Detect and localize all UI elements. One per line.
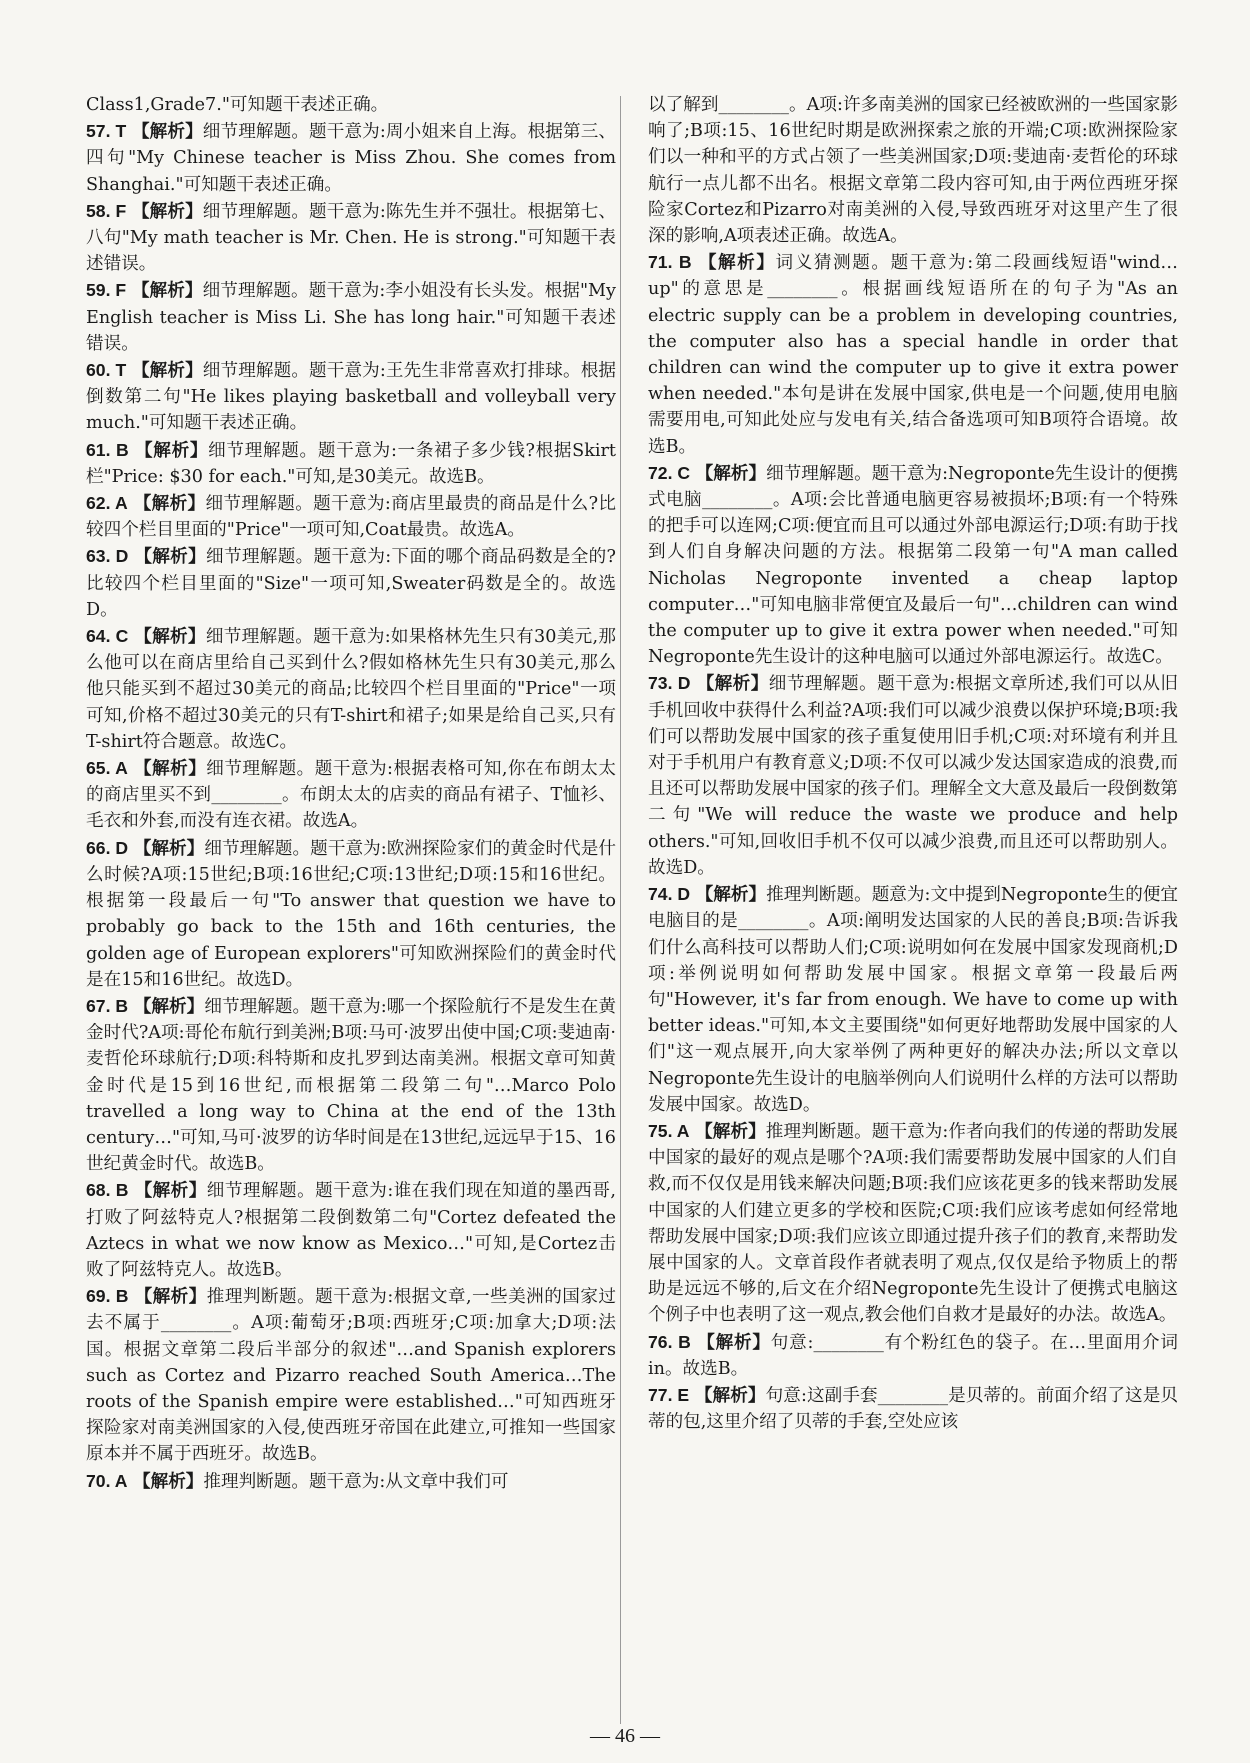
analysis-tag: 【解析】: [133, 837, 205, 859]
answer-entry: [648, 249, 1178, 460]
explanation-text: 句意:这副手套________是贝蒂的。前面介绍了这是贝蒂的包,这里介绍了贝蒂的手套,空处应该: [648, 1385, 1178, 1433]
answer-entry: [86, 1177, 616, 1283]
question-number: 61. B: [86, 439, 129, 460]
question-number: 73. D: [648, 673, 691, 694]
answer-entry: [648, 1382, 1178, 1435]
analysis-tag: 【解析】: [131, 200, 203, 222]
answer-entry: [86, 835, 616, 993]
answer-entry: [648, 881, 1178, 1118]
explanation-text: 细节理解题。题干意为:谁在我们现在知道的墨西哥,打败了阿兹特克人?根据第二段倒数第二句"Cortez defeated the Aztecs in what we now know as Mexico…"可知,是Cortez击败了阿兹特克人。故选B。: [86, 1181, 616, 1280]
analysis-tag: 【解析】: [134, 1180, 207, 1202]
answer-entry: [86, 277, 616, 357]
analysis-tag: 【解析】: [694, 1384, 766, 1406]
explanation-text: 词义猜测题。题干意为:第二段画线短语"wind…up"的意思是________。根据画线短语所在的句子为"As an electric supply can be a problem in developing countries, the computer also has a special handle in order that children can wind the computer up to give it extra power when needed."本句是讲在发展中国家,供电是一个问题,使用电脑需要用电,可知此处应与发电有关,结合备选项可知B项符合语境。故选B。: [648, 253, 1178, 457]
answer-entry: [86, 623, 616, 755]
question-number: 63. D: [86, 546, 129, 567]
analysis-tag: 【解析】: [135, 439, 209, 461]
analysis-tag: 【解析】: [131, 121, 203, 143]
analysis-tag: 【解析】: [697, 1331, 771, 1353]
explanation-text: 以了解到________。A项:许多南美洲的国家已经被欧洲的一些国家影响了;B项:15、16世纪时期是欧洲探索之旅的开端;C项:欧洲探险家们以一种和平的方式占领了一些美洲国家;D项:斐迪南·麦哲伦的环球航行一点儿都不出名。根据文章第二段内容可知,由于两位西班牙探险家Cortez和Pizarro对南美洲的入侵,导致西班牙对这里产生了很深的影响,A项表述正确。故选A。: [648, 95, 1178, 247]
explanation-text: 细节理解题。题干意为:哪一个探险航行不是发生在黄金时代?A项:哥伦布航行到美洲;B项:马可·波罗出使中国;C项:斐迪南·麦哲伦环球航行;D项:科特斯和皮扎罗到达南美洲。根据文章可知黄金时代是15到16世纪,而根据第二段第二句"…Marco Polo travelled a long way to China at the end of the 13th century…"可知,马可·波罗的访华时间是在13世纪,远远早于15、16世纪黄金时代。故选B。: [86, 996, 616, 1175]
answer-entry: [86, 543, 616, 623]
explanation-text: 细节理解题。题干意为:一条裙子多少钱?根据Skirt栏"Price: $30 for each."可知,是30美元。故选B。: [86, 440, 616, 487]
analysis-tag: 【解析】: [695, 884, 767, 906]
explanation-text: 细节理解题。题干意为:李小姐没有长头发。根据"My English teacher is Miss Li. She has long hair."可知题干表述错误。: [86, 281, 616, 354]
analysis-tag: 【解析】: [133, 1470, 204, 1492]
analysis-tag: 【解析】: [134, 626, 206, 648]
analysis-tag: 【解析】: [695, 462, 767, 484]
column-divider: [620, 96, 621, 1724]
explanation-text: Class1,Grade7."可知题干表述正确。: [86, 95, 389, 115]
answer-entry: [86, 993, 616, 1177]
explanation-text: 细节理解题。题干意为:王先生非常喜欢打排球。根据倒数第二句"He likes playing basketball and volleyball very much."可知题干表述正确。: [86, 361, 617, 434]
analysis-tag: 【解析】: [133, 758, 207, 780]
explanation-text: 细节理解题。题干意为:陈先生并不强壮。根据第七、八句"My math teacher is Mr. Chen. He is strong."可知题干表述错误。: [86, 201, 617, 275]
explanation-text: 细节理解题。题干意为:商店里最贵的商品是什么?比较四个栏目里面的"Price"一项可知,Coat最贵。故选A。: [86, 494, 616, 541]
explanation-text: 细节理解题。题干意为:周小姐来自上海。根据第三、四句"My Chinese teacher is Miss Zhou. She comes from Shanghai."可知题干表述正确。: [86, 122, 617, 195]
answer-entry: [648, 1118, 1178, 1329]
answer-entry: [86, 755, 616, 835]
explanation-text: 细节理解题。题干意为:根据表格可知,你在布朗太太的商店里买不到________。布朗太太的店卖的商品有裙子、T恤衫、毛衣和外套,而没有连衣裙。故选A。: [86, 759, 616, 832]
answer-entry: [86, 1283, 616, 1467]
question-number: 59. F: [86, 280, 127, 301]
explanation-text: 句意:________有个粉红色的袋子。在…里面用介词in。故选B。: [648, 1332, 1178, 1379]
answer-entry: [648, 670, 1178, 881]
question-number: 72. C: [648, 462, 691, 483]
answer-entry: [86, 118, 616, 198]
question-number: 60. T: [86, 360, 127, 381]
question-number: 62. A: [86, 493, 128, 514]
analysis-tag: 【解析】: [133, 493, 206, 515]
page-number: — 46 —: [590, 1725, 660, 1747]
question-number: 69. B: [86, 1286, 129, 1307]
analysis-tag: 【解析】: [695, 1120, 766, 1142]
analysis-tag: 【解析】: [134, 546, 207, 568]
explanation-text: 细节理解题。题干意为:下面的哪个商品码数是全的?比较四个栏目里面的"Size"一项可知,Sweater码数是全的。故选D。: [86, 547, 616, 620]
question-number: 58. F: [86, 200, 127, 221]
question-number: 66. D: [86, 837, 129, 858]
explanation-text: 推理判断题。题干意为:从文章中我们可: [203, 1471, 509, 1492]
question-number: 64. C: [86, 626, 129, 647]
question-number: 71. B: [648, 252, 692, 273]
question-number: 77. E: [648, 1384, 690, 1405]
analysis-tag: 【解析】: [131, 280, 203, 302]
question-number: 75. A: [648, 1120, 690, 1141]
question-number: 57. T: [86, 121, 127, 142]
answer-entry: [86, 437, 616, 490]
explanation-text: 推理判断题。题意为:文中提到Negroponte生的便宜电脑目的是________。A项:阐明发达国家的人民的善良;B项:告诉我们什么高科技可以帮助人们;C项:说明如何在发展中国家发现商机;D项:举例说明如何帮助发展中国家。根据文章第一段最后两句"However, it's far from enough. We have to come up with better ideas."可知,本文主要围绕"如何更好地帮助发展中国家的人们"这一观点展开,向大家举例了两种更好的解决办法;所以文章以Negroponte先生设计的电脑举例向人们说明什么样的方法可以帮助发展中国家。故选D。: [648, 885, 1178, 1115]
analysis-tag: 【解析】: [131, 360, 203, 382]
explanation-text: 细节理解题。题干意为:根据文章所述,我们可以从旧手机回收中获得什么利益?A项:我们可以减少浪费以保护环境;B项:我们可以帮助发展中国家的孩子重复使用旧手机;C项:对环境有利并且对于手机用户有教育意义;D项:不仅可以减少发达国家造成的浪费,而且还可以帮助发展中国家的孩子们。理解全文大意及最后一段倒数第二句"We will reduce the waste we produce and help others."可知,回收旧手机不仅可以减少浪费,而且还可以帮助别人。故选D。: [648, 674, 1178, 878]
question-number: 74. D: [648, 884, 691, 905]
answer-entry: [86, 490, 616, 543]
question-number: 70. A: [86, 1470, 128, 1491]
analysis-tag: 【解析】: [698, 252, 776, 274]
question-number: 68. B: [86, 1180, 129, 1201]
question-number: 65. A: [86, 758, 128, 779]
question-number: 67. B: [86, 995, 129, 1016]
answer-entry: [86, 357, 616, 437]
analysis-tag: 【解析】: [133, 995, 205, 1017]
answer-entry: [86, 92, 616, 118]
explanation-text: 推理判断题。题干意为:根据文章,一些美洲的国家过去不属于________。A项:葡萄牙;B项:西班牙;C项:加拿大;D项:法国。根据文章第二段后半部分的叙述"…and Spanish explorers such as Cortez and Pizarro reached South America…The roots of the Spanish empire were established…"可知西班牙探险家对南美洲国家的入侵,使西班牙帝国在此建立,可推知一些国家原本并不属于西班牙。故选B。: [86, 1287, 616, 1465]
answer-entry: [648, 460, 1178, 671]
explanation-text: 推理判断题。题干意为:作者向我们的传递的帮助发展中国家的最好的观点是哪个?A项:我们需要帮助发展中国家的人们自救,而不仅仅是用钱来解决问题;B项:我们应该花更多的钱来帮助发展中国家的人们建立更多的学校和医院;C项:我们应该考虑如何经常地帮助发展中国家;D项:我们应该立即通过提升孩子们的教育,来帮助发展中国家的人。文章首段作者就表明了观点,仅仅是给予物质上的帮助是远远不够的,后文在介绍Negroponte先生设计了便携式电脑这个例子中也表明了这一观点,教会他们自救才是最好的办法。故选A。: [648, 1121, 1178, 1326]
answer-entry: [648, 92, 1178, 249]
question-number: 76. B: [648, 1331, 691, 1352]
explanation-text: 细节理解题。题干意为:欧洲探险家们的黄金时代是什么时候?A项:15世纪;B项:16世纪;C项:13世纪;D项:15和16世纪。根据第一段最后一句"To answer that question we have to probably go back to the 15th and 16th centuries, the golden age of European explorers"可知欧洲探险们的黄金时代是在15和16世纪。故选D。: [86, 838, 616, 990]
left-column: [86, 92, 616, 1495]
answer-entry: [86, 198, 616, 278]
explanation-text: 细节理解题。题干意为:Negroponte先生设计的便携式电脑________。A项:会比普通电脑更容易被损坏;B项:有一个特殊的把手可以连网;C项:便宜而且可以通过外部电源运行;D项:有助于找到人们自身解决问题的方法。根据第二段第一句"A man called Nicholas Negroponte invented a cheap laptop computer…"可知电脑非常便宜及最后一句"…children can wind the computer up to give it extra power when needed."可知Negroponte先生设计的这种电脑可以通过外部电源运行。故选C。: [648, 463, 1178, 668]
analysis-tag: 【解析】: [696, 673, 769, 695]
analysis-tag: 【解析】: [134, 1286, 207, 1308]
answer-entry: [86, 1468, 616, 1495]
right-column: [648, 92, 1178, 1435]
answer-entry: [648, 1329, 1178, 1382]
explanation-text: 细节理解题。题干意为:如果格林先生只有30美元,那么他可以在商店里给自己买到什么?假如格林先生只有30美元,那么他只能买到不超过30美元的商品;比较四个栏目里面的"Price"一项可知,价格不超过30美元的只有T-shirt和裙子;如果是给自己买,只有T-shirt符合题意。故选C。: [86, 627, 616, 752]
